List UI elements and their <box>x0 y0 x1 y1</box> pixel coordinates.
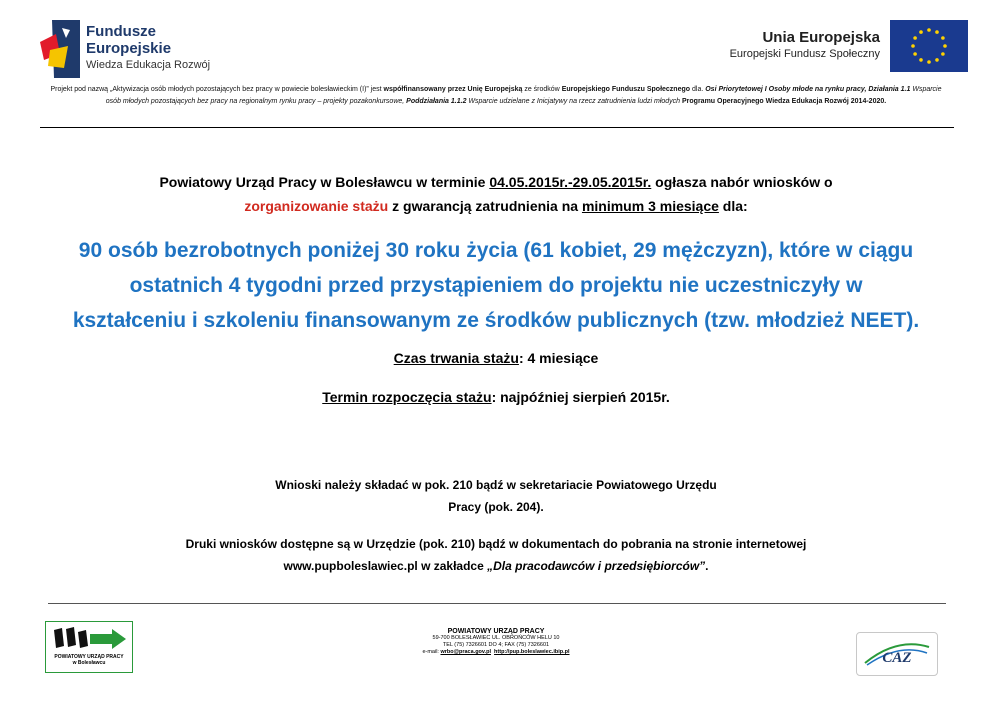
eu-star-icon <box>943 44 947 48</box>
recruitment-dates: 04.05.2015r.-29.05.2015r. <box>489 174 652 190</box>
website-link[interactable]: http://pup.boleslawiec.ibip.pl <box>494 649 570 655</box>
eu-star-icon <box>927 28 931 32</box>
footer-title: POWIATOWY URZĄD PRACY <box>447 628 545 635</box>
ue-title: Unia Europejska <box>762 29 880 46</box>
project-description <box>50 84 942 108</box>
ue-subtitle: Europejski Fundusz Społeczny <box>729 48 880 60</box>
project-bold-4: Poddziałania 1.1.2 <box>406 98 467 105</box>
internship-organization: zorganizowanie stażu <box>244 198 389 214</box>
project-text-1: Projekt pod nazwą „Aktywizacja osób młodych pozostających bez pracy w powiecie bolesławieckim (I)” jest <box>50 86 384 93</box>
project-text-4: Wsparcie osób młodych pozostających bez pracy na regionalnym rynku pracy – projekty pozakonkursowe, <box>105 86 942 105</box>
pup-logo-line2: w Bolesławcu <box>72 660 106 666</box>
project-bold-3: Osi Priorytetowej I Osoby młode na rynku pracy, Działania 1.1 <box>705 86 911 93</box>
eu-star-icon <box>911 44 915 48</box>
project-text-3: dla. <box>690 86 706 93</box>
pup-logo-line1: POWIATOWY URZĄD PRACY <box>54 654 124 660</box>
fe-subtitle: Wiedza Edukacja Rozwój <box>86 59 211 71</box>
fe-title-line1: Fundusze <box>86 23 156 40</box>
eu-star-icon <box>941 36 945 40</box>
pup-logo <box>45 621 133 673</box>
eu-flag-icon <box>890 20 968 72</box>
fundusze-europejskie-logo <box>40 20 80 78</box>
line2-text-b: z gwarancją zatrudnienia na <box>388 198 582 214</box>
project-text-5: Wsparcie udzielane z Inicjatywy na rzecz zatrudnienia ludzi młodych <box>466 98 683 105</box>
eu-star-icon <box>927 60 931 64</box>
internship-start <box>0 389 992 405</box>
target-group-line-3: kształceniu i szkoleniu finansowanym ze środków publicznych (tzw. młodzież NEET). <box>72 309 920 332</box>
eu-star-icon <box>935 58 939 62</box>
application-line-2: Pracy (pok. 204). <box>448 500 544 514</box>
footer-phone: TEL (75) 7326601 DO 4; FAX (75) 7326601 <box>442 642 550 648</box>
eu-star-icon <box>913 52 917 56</box>
line1-text-b: ogłasza nabór wniosków o <box>651 174 833 190</box>
footer-contact <box>380 628 612 656</box>
unia-europejska-text <box>730 30 880 60</box>
announcement-line-1 <box>0 174 992 190</box>
duration-label: Czas trwania stażu <box>393 350 519 366</box>
footer-address: 59-700 BOLESŁAWIEC UL. OBROŃCÓW HELU 10 <box>432 635 560 641</box>
minimum-months: minimum 3 miesiące <box>581 198 719 214</box>
project-bold-1: współfinansowany przez Unię Europejską <box>383 86 523 93</box>
target-group-line-2: ostatnich 4 tygodni przed przystąpieniem do projektu nie uczestniczyły w <box>129 274 863 297</box>
target-group-description <box>0 233 992 338</box>
eu-star-icon <box>941 52 945 56</box>
email-link[interactable]: wrbo@praca.gov.pl <box>440 649 491 655</box>
forms-info <box>0 533 992 577</box>
forms-line-2-end: . <box>705 559 709 573</box>
internship-duration <box>0 350 992 366</box>
caz-logo <box>856 632 938 676</box>
footer-web <box>380 649 612 656</box>
fundusze-europejskie-text <box>86 24 210 71</box>
application-line-1: Wnioski należy składać w pok. 210 bądź w sekretariacie Powiatowego Urzędu <box>275 478 717 492</box>
eu-star-icon <box>935 30 939 34</box>
line1-text-a: Powiatowy Urząd Pracy w Bolesławcu w terminie <box>159 174 490 190</box>
project-text-2: ze środków <box>522 86 562 93</box>
eu-star-icon <box>913 36 917 40</box>
email-label: e-mail: <box>422 649 441 655</box>
project-bold-5: Programu Operacyjnego Wiedza Edukacja Rozwój 2014-2020. <box>682 98 887 105</box>
header-divider <box>40 127 954 128</box>
forms-line-2-text: www.pupboleslawiec.pl w zakładce <box>283 559 488 573</box>
project-bold-2: Europejskiego Funduszu Społecznego <box>561 86 691 93</box>
forms-line-2 <box>0 555 992 577</box>
fe-title-line2: Europejskie <box>86 40 172 57</box>
pup-arrow-icon <box>46 624 132 658</box>
caz-text: CAZ <box>882 650 912 666</box>
eu-star-icon <box>919 58 923 62</box>
eu-star-icon <box>919 30 923 34</box>
line2-text-c: dla: <box>718 198 748 214</box>
start-label: Termin rozpoczęcia stażu <box>322 389 492 405</box>
caz-logo-icon <box>857 633 937 675</box>
announcement-line-2 <box>0 198 992 214</box>
forms-line-1: Druki wniosków dostępne są w Urzędzie (pok. 210) bądź w dokumentach do pobrania na stronie internetowej <box>185 537 807 551</box>
start-value: : najpóźniej sierpień 2015r. <box>491 389 670 405</box>
duration-value: : 4 miesiące <box>518 350 599 366</box>
application-info <box>0 474 992 518</box>
footer-divider <box>48 603 946 604</box>
employers-section-link[interactable]: „Dla pracodawców i przedsiębiorców” <box>487 559 706 573</box>
target-group-line-1: 90 osób bezrobotnych poniżej 30 roku życia (61 kobiet, 29 mężczyzn), które w ciągu <box>78 239 914 262</box>
